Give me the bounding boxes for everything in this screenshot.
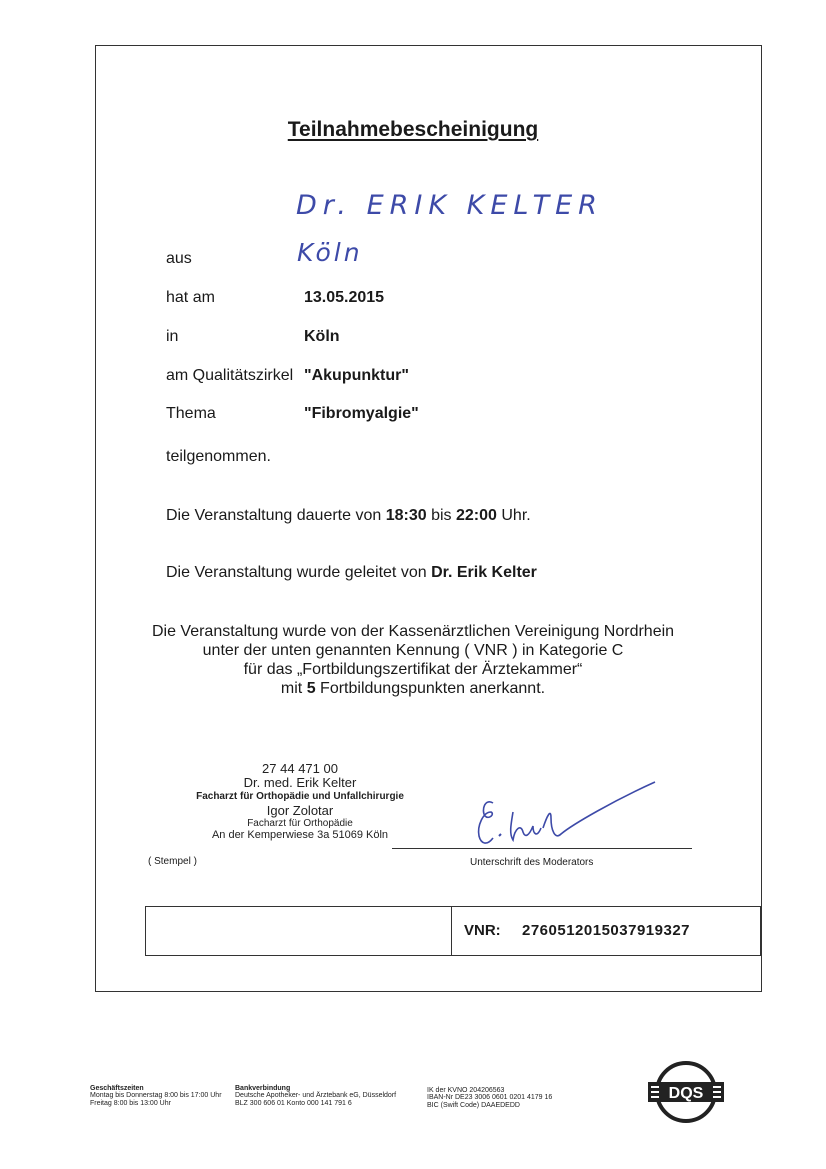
- footer-ik-line2: IBAN-Nr DE23 3006 0601 0201 4179 16: [427, 1094, 553, 1102]
- signature-line: [392, 848, 692, 849]
- duration-mid: bis: [431, 507, 452, 524]
- footer-ik-line3: BIC (Swift Code) DAAEDEDD: [427, 1101, 520, 1109]
- footer-bank-title: Bankverbindung: [235, 1085, 291, 1092]
- value-date: 13.05.2015: [304, 289, 385, 306]
- moderator-signature: [455, 778, 670, 856]
- footer-bank-line1: Deutsche Apotheker- und Ärztebank eG, Düsseldorf: [235, 1092, 397, 1100]
- footer-ik-line1: IK der KVNO 204206563: [427, 1087, 505, 1094]
- led-by-line: [166, 564, 537, 582]
- recognition-prefix: mit: [280, 680, 303, 697]
- document-title: Teilnahmebescheinigung: [287, 118, 539, 141]
- footer-ik: [427, 1087, 552, 1109]
- label-hat-am: hat am: [166, 289, 215, 306]
- recognition-line-1: Die Veranstaltung wurde von der Kassenärztlichen Vereinigung Nordrhein: [151, 623, 675, 640]
- vnr-label: VNR:: [464, 922, 501, 939]
- duration-start: 18:30: [385, 507, 427, 524]
- recognition-suffix: Fortbildungspunkten anerkannt.: [320, 680, 546, 697]
- teilgenommen-text: teilgenommen.: [166, 448, 271, 465]
- certification-logo-icon: [648, 1060, 724, 1124]
- duration-line: [166, 507, 531, 525]
- practice-stamp: [150, 762, 450, 841]
- value-qualitaetszirkel: "Akupunktur": [304, 367, 409, 384]
- label-in: in: [166, 328, 179, 345]
- footer-business-hours: [90, 1085, 222, 1107]
- participant-name-handwritten: Dr. ERIK KELTER: [296, 190, 603, 221]
- label-thema: Thema: [166, 405, 216, 422]
- signature-label: Unterschrift des Moderators: [470, 857, 594, 868]
- stamp-doctor-specialty: Facharzt für Orthopädie und Unfallchirurgie: [196, 790, 404, 802]
- led-by-name: Dr. Erik Kelter: [431, 564, 537, 581]
- vnr-value: 2760512015037919327: [522, 922, 691, 939]
- duration-suffix: Uhr.: [501, 507, 531, 524]
- value-location: Köln: [304, 328, 340, 345]
- footer-hours-line1: Montag bis Donnerstag 8:00 bis 17:00 Uhr: [90, 1092, 222, 1100]
- duration-prefix: Die Veranstaltung dauerte von: [166, 507, 382, 524]
- recognition-line-2: unter der unten genannten Kennung ( VNR ) in Kategorie C: [202, 642, 624, 659]
- recognition-line-4: [0, 680, 826, 698]
- footer-bank-line2: BLZ 300 606 01 Konto 000 141 791 6: [235, 1099, 352, 1107]
- value-thema: "Fibromyalgie": [304, 405, 419, 422]
- label-qualitaetszirkel: am Qualitätszirkel: [166, 367, 294, 384]
- led-by-prefix: Die Veranstaltung wurde geleitet von: [166, 564, 427, 581]
- stamp-label: ( Stempel ): [148, 856, 197, 867]
- participant-city-handwritten: Köln: [297, 238, 363, 267]
- recognition-points: 5: [306, 680, 316, 697]
- stamp-number: 27 44 471 00: [262, 761, 338, 776]
- vnr-box: [145, 906, 761, 956]
- duration-end: 22:00: [456, 507, 497, 524]
- vnr-divider: [451, 907, 452, 955]
- stamp-colleague-specialty: Facharzt für Orthopädie: [247, 817, 353, 829]
- certification-logo-text: DQS: [668, 1085, 704, 1102]
- footer-hours-title: Geschäftszeiten: [90, 1085, 144, 1092]
- recognition-line-3: für das „Fortbildungszertifikat der Ärztekammer“: [243, 661, 583, 678]
- stamp-colleague: Igor Zolotar: [266, 802, 334, 818]
- stamp-doctor: Dr. med. Erik Kelter: [243, 775, 357, 791]
- footer-hours-line2: Freitag 8:00 bis 13:00 Uhr: [90, 1099, 171, 1107]
- footer-bank: [235, 1085, 396, 1107]
- label-aus: aus: [166, 250, 192, 267]
- stamp-address: An der Kemperwiese 3a 51069 Köln: [211, 828, 389, 841]
